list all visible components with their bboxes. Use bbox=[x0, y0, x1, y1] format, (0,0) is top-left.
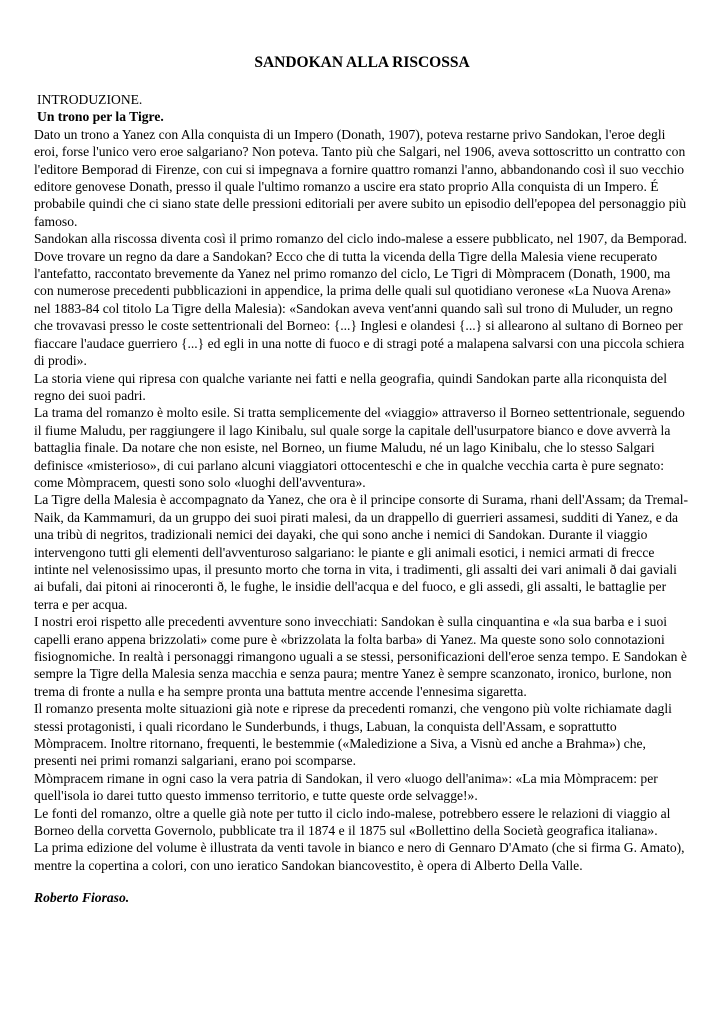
paragraph: La Tigre della Malesia è accompagnato da Yanez, che ora è il principe consorte di Surama, rhani dell'Assam; da Tremal-Naik, da Kammamuri, da un gruppo dei suoi pirati malesi, da un drappello di guerrieri assamesi, sudditi di Yanez, e da una tribù di negritos, tradizionali nemici dei dayaki, che qui sono anche i nemici di Sandokan. Durante il viaggio intervengono tutti gli elementi dell'avventuroso salgariano: le piante e gli animali esotici, i nemici armati di frecce intinte nel velenosissimo upas, il presunto morto che torna in vita, i tradimenti, gli assalti dei vari animali ð dai gaviali ai bufali, dai pitoni ai rinoceronti ð, le fughe, le insidie dell'acqua e del fuoco, e gli assedi, gli assalti, le battaglie per terra e per acqua. bbox=[34, 492, 689, 612]
paragraph: La trama del romanzo è molto esile. Si tratta semplicemente del «viaggio» attraverso il Borneo settentrionale, seguendo il fiume Maludu, per raggiungere il lago Kinibalu, sul quale sorge la capitale dell'usurpatore bianco e dove avverrà la battaglia finale. Da notare che non esiste, nel Borneo, un fiume Maludu, né un lago Kinibalu, che lo stesso Salgari definisce «misterioso», di cui parlano alcuni viaggiatori ottocenteschi e che in qualche vecchia carta è pure segnato: come Mòmpracem, questi sono solo «luoghi dell'avventura». bbox=[34, 405, 685, 490]
paragraph: I nostri eroi rispetto alle precedenti avventure sono invecchiati: Sandokan è sulla cinquantina e «la sua barba e i suoi capelli erano appena brizzolati» come pure è «brizzolata la folta barba» di Yanez. Ma queste sono solo connotazioni fisiognomiche. In realtà i personaggi rimangono uguali a se stessi, personificazioni dell'eroe senza tempo. E Sandokan è sempre la Tigre della Malesia senza macchia e senza paura; mentre Yanez è sempre scanzonato, ironico, burlone, non trema di fronte a nulla e ha sempre pronta una battuta mentre accende l'ennesima sigaretta. bbox=[34, 614, 687, 699]
body-text bbox=[34, 126, 690, 874]
paragraph: Mòmpracem rimane in ogni caso la vera patria di Sandokan, il vero «luogo dell'anima»: «La mia Mòmpracem: per quell'isola io darei tutto questo immenso territorio, e tutte queste orde selvagge!». bbox=[34, 770, 658, 804]
paragraph: Il romanzo presenta molte situazioni già note e riprese da precedenti romanzi, che vengono più volte richiamate dagli stessi protagonisti, i quali ricordano le Sunderbunds, i thugs, Labuan, la conquista dell'Assam, e soprattutto Mòmpracem. Inoltre ritornano, frequenti, le bestemmie («Maledizione a Siva, a Visnù ed anche a Brahma») che, presenti nei primi romanzi salgariani, erano poi scomparse. bbox=[34, 701, 672, 769]
author-signature: Roberto Fioraso. bbox=[34, 890, 130, 906]
document-title: SANDOKAN ALLA RISCOSSA bbox=[254, 54, 470, 71]
paragraph: La prima edizione del volume è illustrata da venti tavole in bianco e nero di Gennaro D'Amato (che si firma G. Amato), mentre la copertina a colori, con uno ieratico Sandokan biancovestito, è opera di Alberto Della Valle. bbox=[34, 840, 685, 873]
paragraph: Sandokan alla riscossa diventa così il primo romanzo del ciclo indo-malese a essere pubblicato, nel 1907, da Bemporad. bbox=[34, 231, 688, 247]
paragraph: Dove trovare un regno da dare a Sandokan? Ecco che di tutta la vicenda della Tigre della Malesia viene recuperato l'antefatto, raccontato brevemente da Yanez nel primo romanzo del ciclo, Le Tigri di Mòmpracem (Donath, 1900, ma con numerose precedenti pubblicazioni in appendice, la prima delle quali sul quotidiano veronese «La Nuova Arena» nel 1883-84 col titolo La Tigre della Malesia): «Sandokan aveva vent'anni quando salì sul trono di Muluder, un regno che trovavasi presso le coste settentrionali del Borneo: {...} Inglesi e olandesi {...} si allearono al sultano di Borneo per fiaccare l'audace guerriero {...} ed egli in una notte di fuoco e di stragi poté a malapena salvarsi con una piccola schiera di prodi». bbox=[34, 248, 685, 369]
paragraph: La storia viene qui ripresa con qualche variante nei fatti e nella geografia, quindi Sandokan parte alla riconquista del regno dei suoi padri. bbox=[34, 370, 667, 403]
paragraph: Dato un trono a Yanez con Alla conquista di un Impero (Donath, 1907), poteva restarne privo Sandokan, l'eroe degli eroi, forse l'unico vero eroe salgariano? Non poteva. Tanto più che Salgari, nel 1906, aveva sottoscritto un contratto con l'editore Bemporad di Firenze, con cui si impegnava a fornire quattro romanzi l'anno, abbandonando così il suo vecchio editore genovese Donath, presso il quale l'ultimo romanzo a uscire era stato proprio Alla conquista di un Impero. É probabile quindi che ci siano state delle pressioni editoriali per avere subito un episodio dell'epopea del personaggio più famoso. bbox=[34, 126, 687, 229]
section-subheading: Un trono per la Tigre. bbox=[37, 109, 164, 125]
section-heading: INTRODUZIONE. bbox=[37, 92, 143, 107]
paragraph: Le fonti del romanzo, oltre a quelle già note per tutto il ciclo indo-malese, potrebbero essere le relazioni di viaggio al Borneo della corvetta Governolo, pubblicate tra il 1874 e il 1875 sul «Bollettino della Società geografica italiana». bbox=[34, 805, 671, 839]
